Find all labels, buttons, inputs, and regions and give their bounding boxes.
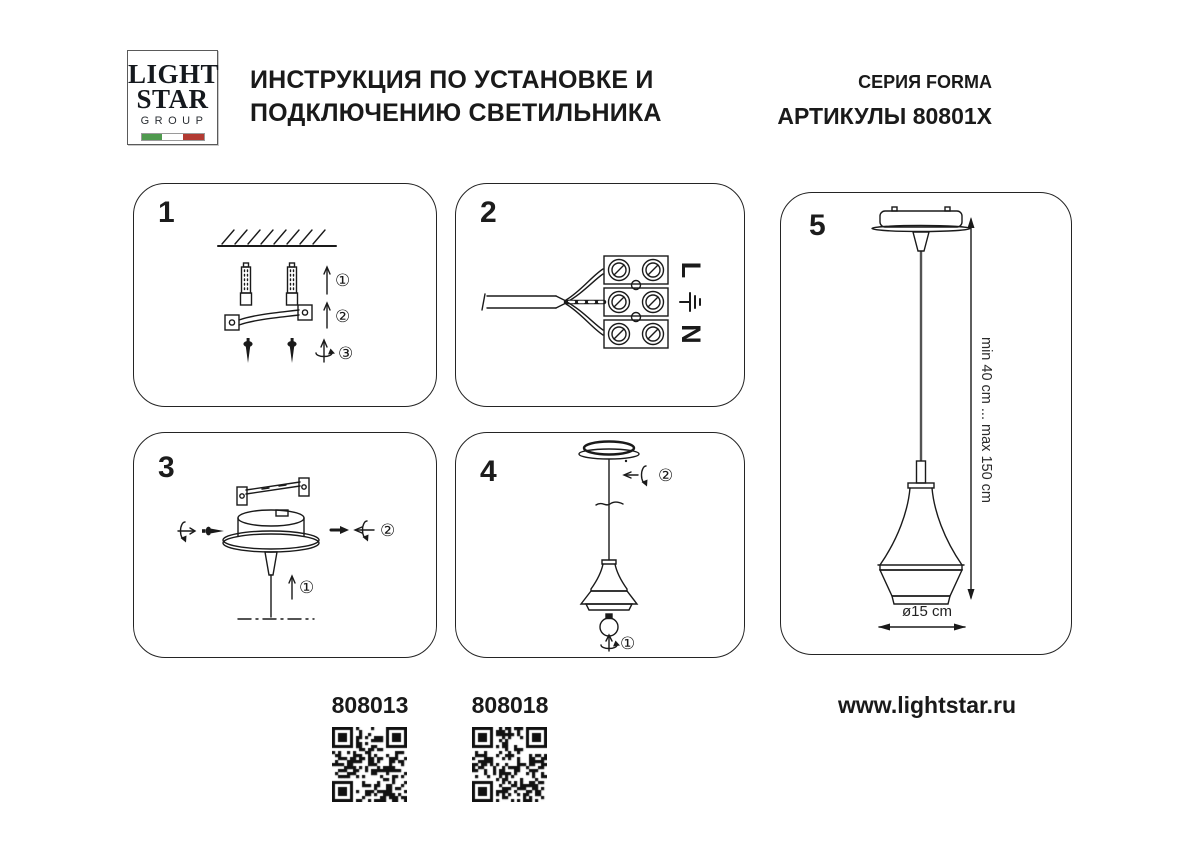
arrow-up-icon (324, 267, 330, 294)
canopy-icon (579, 442, 639, 463)
line-wire-label: L (676, 261, 706, 279)
rotate-screw-icon (601, 635, 620, 651)
lamp-cord-icon (596, 460, 623, 560)
logo-word-group: GROUP (140, 115, 209, 127)
article-number-2: 808018 (471, 692, 549, 718)
step-panel-4 (455, 432, 745, 658)
logo-word-star: STAR (136, 84, 209, 114)
step1-drawing (134, 184, 438, 408)
step-panel-1 (133, 183, 437, 407)
lamp-shade-icon (581, 560, 637, 610)
diameter-label: ø15 cm (901, 603, 952, 620)
flag-red (183, 134, 204, 140)
callout-3: ③ (338, 344, 354, 363)
rotate-screw-icon (316, 340, 335, 362)
step3-drawing (134, 433, 438, 659)
qr-code-2 (472, 727, 547, 802)
series-name: СЕРИЯ FORMA (858, 72, 992, 92)
rotate-screw-icon (355, 521, 374, 542)
callout-1: ① (335, 271, 351, 290)
step5-drawing (781, 193, 1073, 656)
wall-plug-icon (287, 263, 298, 305)
callout-2: ② (380, 521, 396, 540)
arrow-up-icon (289, 576, 295, 599)
diameter-dimension-arrow (878, 624, 966, 631)
step-number: 1 (158, 196, 175, 229)
step-number: 3 (158, 451, 175, 484)
step-panel-3 (133, 432, 437, 658)
callout-1: ① (299, 578, 315, 597)
step-number: 5 (809, 209, 826, 242)
arrow-up-icon (324, 303, 330, 328)
article-codes: АРТИКУЛЫ 80801X (777, 103, 992, 129)
terminal-block-icon (604, 256, 668, 348)
title-line-2: ПОДКЛЮЧЕНИЮ СВЕТИЛЬНИКА (250, 99, 662, 127)
ceiling-hatch-icon (218, 230, 336, 246)
rotate-screw-icon (624, 466, 648, 487)
article-number-1: 808013 (331, 692, 409, 718)
screw-icon (202, 527, 224, 536)
canopy-icon (223, 510, 319, 552)
lightstar-logo (127, 50, 218, 145)
flag-green (142, 134, 163, 140)
step-panel-5 (780, 192, 1072, 655)
mounting-bracket-icon (237, 478, 309, 505)
step2-drawing (456, 184, 746, 408)
website-url: www.lightstar.ru (838, 692, 1017, 718)
mounting-bracket-icon (225, 305, 312, 330)
height-range-label: min 40 cm ... max 150 cm (978, 337, 994, 503)
callout-1: ① (620, 634, 636, 653)
logo-word-light: LIGHT (128, 59, 220, 89)
wall-plug-icon (241, 263, 252, 305)
page-title (250, 64, 662, 130)
rotate-screw-icon (178, 522, 195, 543)
series-block (777, 72, 992, 130)
light-bulb-icon (600, 614, 618, 636)
earth-ground-icon (680, 293, 700, 311)
arrow-right-icon (331, 526, 349, 534)
height-dimension-arrow (968, 217, 975, 600)
pendant-lamp-icon (872, 207, 970, 604)
step4-drawing (456, 433, 746, 659)
italian-flag-icon (141, 133, 205, 141)
step-panel-2 (455, 183, 745, 407)
callout-2: ② (335, 307, 351, 326)
callout-2: ② (658, 466, 674, 485)
step-number: 2 (480, 196, 497, 229)
qr-code-1 (332, 727, 407, 802)
neutral-wire-label: N (676, 324, 706, 344)
power-cable-icon (482, 269, 604, 335)
screw-icon (287, 338, 296, 363)
screw-icon (243, 338, 252, 363)
title-line-1: ИНСТРУКЦИЯ ПО УСТАНОВКЕ И (250, 66, 654, 94)
flag-white (162, 134, 183, 140)
step-number: 4 (480, 455, 497, 488)
